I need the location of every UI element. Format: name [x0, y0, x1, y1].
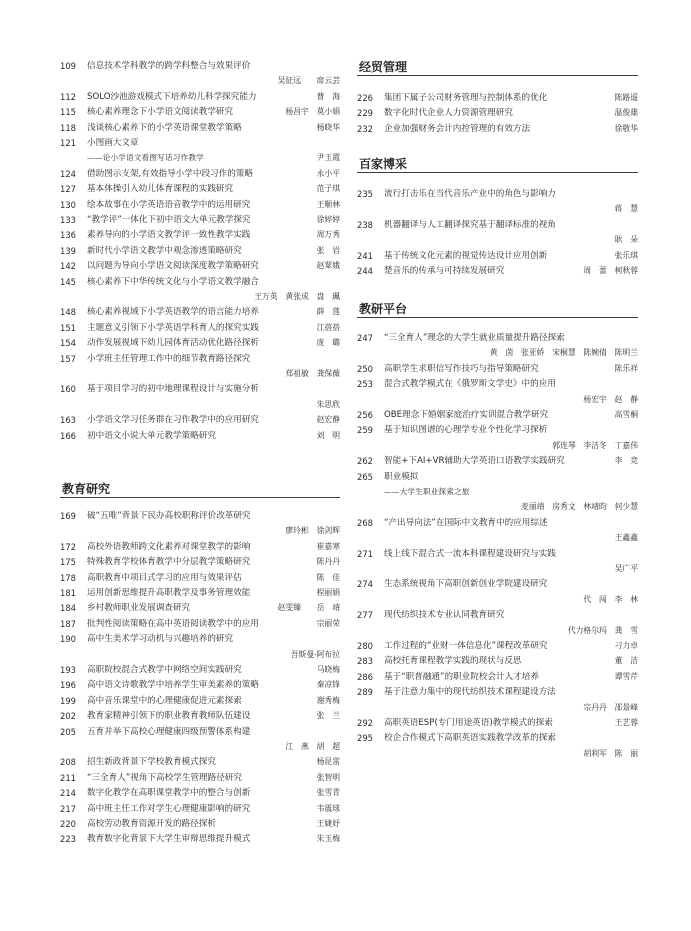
toc-entry [60, 648, 340, 662]
entry-title: 运用创新思维提升高职教学及事务管理效能 [87, 588, 251, 598]
page-number: 220 [60, 819, 76, 829]
page-number: 208 [60, 757, 76, 768]
entry-authors: 李 竞 [614, 456, 638, 466]
toc-entry [60, 352, 340, 366]
section-title: 经贸管理 [359, 60, 408, 74]
entry-title: 动作发展视域下幼儿园体育活动优化路径探析 [87, 338, 259, 349]
toc-entry [60, 617, 340, 631]
entry-title: “产出导向法”在国际中文教育中的应用综述 [384, 517, 548, 528]
toc-entry [357, 122, 638, 136]
page-number: 244 [357, 266, 373, 276]
page-number: 142 [60, 261, 76, 272]
entry-authors: 尹玉霞 [316, 153, 340, 163]
toc-entry [357, 593, 638, 607]
toc-entry [357, 346, 638, 360]
entry-subtitle: ——大学生职业探索之旅 [384, 487, 470, 496]
toc-entry [357, 608, 638, 622]
entry-title: 素养导向的小学语文教学评一致性教学实践 [87, 230, 251, 241]
entry-subtitle: ——论小学语文看图写话习作教学 [87, 153, 204, 163]
page-number: 196 [60, 680, 76, 691]
toc-entry [60, 540, 340, 554]
entry-title: 基于知识图谱的心理学专业个性化学习探析 [384, 425, 548, 436]
entry-title: 新时代小学语文教学中观念渗透策略研究 [87, 245, 242, 256]
toc-entry [60, 228, 340, 242]
entry-authors: 陈路遥 [614, 93, 638, 102]
toc-entry [357, 393, 638, 407]
page-number: 229 [357, 108, 373, 119]
toc-entry [60, 802, 340, 816]
page-number: 154 [60, 338, 76, 349]
entry-authors: 陈丹丹 [316, 557, 340, 567]
entry-title: 校企合作模式下高职英语实践教学改革的探索 [384, 733, 556, 744]
entry-authors: 郑祖敏 龚保薇 [285, 369, 340, 378]
toc-entry [357, 577, 638, 591]
page-number: 265 [357, 471, 373, 482]
page-number: 202 [60, 711, 76, 722]
page-number: 169 [60, 511, 76, 521]
toc-entry [357, 624, 638, 638]
toc-entry [357, 470, 638, 484]
toc-entry [60, 509, 340, 523]
page-number: 226 [357, 93, 373, 103]
entry-title: 机器翻译与人工翻译探究基于翻译标准的视角 [384, 219, 556, 230]
entry-authors: 高雪桐 [614, 410, 638, 419]
toc-entry [357, 654, 638, 668]
entry-title: 高职英语ESP(专门用途英语)教学模式的探索 [384, 718, 553, 728]
entry-title: 浅谈核心素养下的小学英语课堂教学策略 [87, 122, 242, 133]
page-number: 199 [60, 695, 76, 706]
toc-entry [60, 586, 340, 600]
toc-entry [60, 167, 340, 181]
page-number: 124 [60, 168, 76, 179]
entry-title: 小学语文学习任务群在习作教学中的应用研究 [87, 415, 259, 426]
toc-entry [60, 290, 340, 304]
page-number: 130 [60, 199, 76, 210]
toc-entry [60, 244, 340, 258]
entry-title: 批判性阅读策略在高中英语阅读教学中的应用 [87, 618, 259, 629]
entry-authors: 杨昆雷 [316, 757, 340, 767]
entry-title: 高校外语教师跨文化素养对课堂教学的影响 [87, 541, 251, 552]
toc-entry [357, 218, 638, 232]
entry-authors: 杨晓华 [316, 122, 340, 132]
entry-title: 特殊教育学校体育教学中分层教学策略研究 [87, 557, 251, 568]
entry-authors: 谢秀梅 [316, 695, 340, 705]
toc-entry [60, 771, 340, 785]
entry-title: “三全育人”理念的大学生就业质量提升路径探索 [384, 333, 565, 343]
page-number: 187 [60, 618, 76, 629]
toc-entry [357, 264, 638, 278]
page-number: 190 [60, 634, 76, 645]
entry-title: 教育家精神引领下的职业教育教师队伍建设 [87, 711, 251, 722]
toc-entry [357, 716, 638, 730]
toc-entry [60, 786, 340, 800]
toc-entry [60, 817, 340, 831]
entry-authors: 刁力卓 [614, 641, 638, 650]
toc-entry [60, 571, 340, 585]
entry-authors: 范子琪 [316, 184, 340, 194]
entry-title: 教育数字化背景下大学生审辩思维提升模式 [87, 834, 251, 845]
page-number: 205 [60, 726, 76, 737]
entry-title: 职业模拟 [384, 471, 419, 482]
entry-authors: 庞 璐 [316, 338, 340, 348]
page-number: 178 [60, 572, 76, 583]
page-number: 292 [357, 718, 373, 728]
toc-entry [60, 213, 340, 227]
entry-title: 核心素养下中华传统文化与小学语文教学融合 [87, 276, 259, 287]
toc-entry [60, 601, 340, 615]
toc-entry [357, 454, 638, 468]
page-number: 136 [60, 230, 76, 241]
entry-title: 破“五唯”背景下民办高校职称评价改革研究 [87, 511, 251, 521]
page-number: 217 [60, 803, 76, 814]
toc-entry [60, 632, 340, 646]
entry-title: 基于传统文化元素的视觉传达设计应用创新 [384, 250, 548, 261]
entry-title: 核心素养视域下小学英语教学的语言能力培养 [87, 307, 259, 318]
entry-title: 基于项目学习的初中地理课程设计与实施分析 [87, 384, 259, 395]
page-number: 118 [60, 122, 76, 133]
entry-title: 高中生美术学习动机与兴趣培养的研究 [87, 634, 234, 645]
entry-authors: 刘 明 [316, 430, 340, 440]
toc-entry [60, 740, 340, 754]
entry-authors: 朱玉梅 [316, 834, 340, 844]
entry-authors: 董 洁 [614, 656, 638, 666]
entry-authors: 杨昌宇 莫小娟 [285, 107, 340, 117]
page-number: 172 [60, 541, 76, 552]
entry-title: 基本体操引入幼儿体育课程的实践研究 [87, 184, 234, 195]
entry-title: 高校托育课程教学实践的现状与反思 [384, 656, 522, 667]
toc-entry [357, 731, 638, 745]
toc-entry [60, 429, 340, 443]
toc-entry [357, 202, 638, 216]
entry-authors: 江蓓蓓 [316, 322, 340, 332]
page-number: 115 [60, 107, 76, 118]
page-number: 256 [357, 410, 373, 420]
page-number: 214 [60, 788, 76, 799]
toc-entry [60, 105, 340, 119]
entry-authors: 廖玲彬 徐剑辉 [285, 526, 340, 536]
entry-title: 核心素养理念下小学语文阅读教学研究 [87, 107, 234, 118]
entry-title: 高校劳动教育资源开发的路径探析 [87, 819, 216, 829]
toc-entry [357, 531, 638, 545]
entry-title: 楚音乐的传承与可持续发展研究 [384, 266, 505, 276]
entry-authors: 王顺林 [316, 199, 340, 209]
page-number: 193 [60, 665, 76, 675]
page-number: 127 [60, 184, 76, 195]
entry-title: 绘本故事在小学英语语音教学中的运用研究 [87, 199, 251, 210]
entry-authors: 耿 朵 [614, 235, 638, 245]
entry-title: 高中班主任工作对学生心理健康影响的研究 [87, 803, 251, 814]
entry-authors: 宗丹丹 邵景峰 [583, 702, 638, 712]
page-number: 277 [357, 610, 373, 621]
toc-entry [60, 59, 340, 73]
toc-entry [357, 233, 638, 247]
page-number: 259 [357, 425, 373, 436]
toc-entry [357, 547, 638, 561]
toc-entry [357, 747, 638, 761]
toc-entry [357, 423, 638, 437]
page-number: 184 [60, 603, 76, 614]
entry-title: “三全育人”视角下高校学生管理路径研究 [87, 772, 242, 783]
toc-entry [357, 485, 638, 499]
entry-authors: 崔嘉寒 [316, 541, 340, 551]
entry-authors: 薛 莲 [316, 307, 340, 317]
page-number: 112 [60, 91, 76, 102]
section-title: 教研平台 [359, 302, 408, 316]
page-number: 289 [357, 687, 373, 698]
section-heading [357, 155, 638, 175]
entry-title: 高职院校混合式教学中网络空间实践研究 [87, 665, 242, 675]
entry-authors: 吾斯曼·阿布拉 [290, 649, 340, 659]
entry-title: 五育并举下高校心理健康四级预警体系构建 [87, 726, 251, 737]
section-heading [357, 300, 638, 320]
page-number: 223 [60, 834, 76, 845]
entry-title: 借助图示支架,有效指导小学中段习作的策略 [87, 168, 254, 179]
page-number: 109 [60, 61, 76, 71]
entry-authors: 周万秀 [316, 230, 340, 240]
entry-authors: 秦凉锋 [316, 680, 340, 690]
entry-title: 招生新政背景下学校教育模式探究 [87, 757, 216, 768]
page-number: 250 [357, 363, 373, 374]
entry-authors: 江 燕 胡 超 [285, 742, 340, 751]
page-number: 235 [357, 189, 373, 199]
entry-authors: 谭雪芹 [614, 671, 638, 681]
toc-entry [357, 516, 638, 530]
toc-entry [357, 362, 638, 376]
entry-title: 信息技术学科教学的跨学科整合与效果评价 [87, 61, 251, 71]
page-number: 121 [60, 138, 76, 148]
toc-entry [60, 755, 340, 769]
toc-entry [60, 151, 340, 165]
page-number: 238 [357, 219, 373, 230]
entry-title: 小图画大文章 [87, 138, 139, 148]
entry-authors: 王艺蓉 [614, 718, 638, 727]
page-number: 148 [60, 307, 76, 318]
toc-entry [60, 367, 340, 381]
toc-entry [357, 500, 638, 514]
entry-title: 流行打击乐在当代音乐产业中的角色与影响力 [384, 189, 556, 199]
page-number: 283 [357, 656, 373, 667]
entry-authors: 陈 佳 [316, 572, 340, 582]
toc-entry [60, 694, 340, 708]
toc-entry [357, 439, 638, 453]
entry-title: 高职学生求职信写作技巧与指导策略研究 [384, 363, 539, 374]
page-number: 163 [60, 415, 76, 426]
entry-authors: 徐婷婷 [316, 215, 340, 224]
page-number: 145 [60, 276, 76, 287]
page-number: 166 [60, 430, 76, 441]
entry-title: 乡村教师职业发展调查研究 [87, 603, 191, 614]
page-number: 232 [357, 123, 373, 134]
entry-title: 高中音乐课堂中的心理健康促进元素探索 [87, 695, 242, 706]
toc-entry [357, 249, 638, 263]
page-number: 286 [357, 671, 373, 682]
toc-entry [357, 639, 638, 653]
entry-authors: 胡利军 陈 丽 [583, 748, 638, 758]
entry-authors: 张智明 [316, 772, 340, 782]
page-number: 133 [60, 215, 76, 225]
entry-title: 高职教育中项目式学习的应用与效果评估 [87, 572, 242, 583]
section-heading [357, 58, 638, 78]
entry-authors: 吴征远 席云芸 [277, 76, 340, 86]
entry-authors: 马晓梅 [316, 665, 340, 674]
entry-authors: 周 蕾 柯秋蓉 [583, 266, 638, 275]
toc-entry [60, 725, 340, 739]
entry-title: 工作过程的“业财一体信息化”课程改革研究 [384, 641, 548, 651]
page-number: 271 [357, 548, 373, 559]
entry-authors: 代力格尔玛 龚 雪 [567, 625, 638, 635]
page-number: 181 [60, 588, 76, 598]
entry-title: “教学评”一体化下初中语文大单元教学探究 [87, 215, 251, 225]
page-number: 247 [357, 333, 373, 343]
toc-entry [60, 382, 340, 396]
entry-authors: 赵宏静 [316, 415, 340, 425]
entry-authors: 张 岩 [316, 245, 340, 255]
entry-authors: 宗丽荣 [316, 618, 340, 628]
entry-title: 以问题为导向小学语文阅读深度教学策略研究 [87, 261, 259, 272]
entry-title: OBE理念下婚姻家庭治疗实训混合教学研究 [384, 410, 549, 420]
entry-title: 智能+下AI+VR辅助大学英语口语教学实践研究 [384, 456, 565, 467]
toc-entry [60, 121, 340, 135]
entry-authors: 朱思欣 [316, 399, 340, 409]
page-number: 262 [357, 456, 373, 467]
toc-entry [60, 198, 340, 212]
toc-entry [60, 321, 340, 335]
entry-title: 企业加强财务会计内控管理的有效方法 [384, 123, 531, 134]
section-divider [60, 497, 340, 498]
toc-entry [60, 336, 340, 350]
entry-title: 生态系统视角下高职创新创业学院建设研究 [384, 579, 548, 590]
toc-entry [60, 259, 340, 273]
toc-entry [60, 678, 340, 692]
page-number: 211 [60, 772, 76, 783]
entry-authors: 赵翠娥 [316, 261, 340, 271]
entry-title: 数字化教学在高职课堂教学中的整合与创新 [87, 788, 251, 799]
entry-title: 初中语文小说大单元教学策略研究 [87, 430, 216, 441]
toc-entry [60, 305, 340, 319]
entry-authors: 黄 茵 张亚娇 宋桐慧 陈婉倩 陈明兰 [489, 348, 638, 358]
toc-entry [357, 408, 638, 422]
entry-authors: 吴广平 [614, 564, 638, 573]
entry-authors: 郭连琴 李洁冬 丁嘉伟 [552, 440, 638, 450]
toc-entry [60, 832, 340, 846]
section-divider [357, 172, 638, 173]
page-number: 295 [357, 733, 373, 744]
entry-title: 混合式教学模式在《俄罗斯文学史》中的应用 [384, 379, 556, 390]
toc-entry [60, 398, 340, 412]
entry-title: 基于“职普融通”的职业院校会计人才培养 [384, 671, 539, 682]
entry-title: 现代纺织技术专业认同教育研究 [384, 610, 505, 621]
page-number: 253 [357, 379, 373, 390]
entry-authors: 张乐琪 [614, 250, 638, 260]
section-divider [357, 75, 638, 76]
entry-authors: 王鑫鑫 [614, 533, 638, 543]
toc-entry [60, 275, 340, 289]
entry-authors: 张雪青 [316, 788, 340, 798]
entry-title: 小学班主任管理工作中的细节教育路径探究 [87, 353, 251, 364]
section-heading [60, 480, 340, 500]
page-number: 160 [60, 384, 76, 395]
page-number: 139 [60, 245, 76, 256]
toc-entry [357, 685, 638, 699]
toc-entry [60, 182, 340, 196]
entry-authors: 永小平 [316, 168, 340, 178]
toc-entry [60, 663, 340, 677]
toc-entry [60, 555, 340, 569]
page-number: 151 [60, 322, 76, 333]
entry-authors: 麦丽靖 房秀文 林靖昀 何少慧 [521, 502, 638, 512]
toc-entry [357, 562, 638, 576]
section-title: 百家博采 [359, 157, 408, 171]
page-number: 157 [60, 353, 76, 364]
entry-title: SOLO沙池游戏模式下培养幼儿科学探究能力 [87, 91, 257, 102]
toc-entry [357, 670, 638, 684]
toc-entry [60, 74, 340, 88]
toc-entry [357, 106, 638, 120]
page-number: 280 [357, 641, 373, 651]
entry-title: 线上线下混合式一流本科课程建设研究与实践 [384, 548, 556, 559]
entry-title: 集团下属子公司财务管理与控制体系的优化 [384, 93, 548, 103]
page-number: 175 [60, 557, 76, 568]
entry-authors: 王婕妤 [316, 819, 340, 828]
page-number: 274 [357, 579, 373, 590]
toc-entry [357, 331, 638, 345]
entry-title: 基于注意力集中的现代纺织技术课程建设方法 [384, 687, 556, 698]
toc-entry [60, 413, 340, 427]
entry-authors: 代 闯 李 林 [583, 594, 638, 604]
entry-authors: 陈乐祥 [614, 363, 638, 373]
toc-entry [60, 709, 340, 723]
entry-authors: 温俊雄 [614, 108, 638, 118]
entry-authors: 赵雯臻 岳 靖 [277, 603, 340, 613]
entry-authors: 徐敬华 [614, 123, 638, 133]
toc-entry [60, 524, 340, 538]
entry-authors: 韦震球 [316, 803, 340, 813]
toc-entry [357, 187, 638, 201]
toc-entry [357, 701, 638, 715]
entry-authors: 杨宏宇 赵 静 [583, 394, 638, 404]
entry-authors: 王万英 黄张成 盘 珮 [254, 292, 340, 301]
entry-authors: 程丽娟 [316, 588, 340, 597]
section-title: 教育研究 [62, 482, 111, 496]
page-number: 268 [357, 517, 373, 528]
toc-entry [60, 136, 340, 150]
entry-title: 高中语文诗歌教学中培养学生审美素养的策略 [87, 680, 259, 691]
toc-entry [60, 90, 340, 104]
entry-authors: 蒋 慧 [614, 204, 638, 214]
toc-entry [357, 91, 638, 105]
entry-title: 数字化时代企业人力资源管理研究 [384, 108, 513, 119]
entry-authors: 曹 海 [316, 91, 340, 101]
toc-entry [357, 377, 638, 391]
entry-title: 主题意义引领下小学英语学科育人的探究实践 [87, 322, 259, 333]
section-divider [357, 317, 638, 318]
entry-authors: 张 兰 [316, 711, 340, 721]
page-number: 241 [357, 250, 373, 261]
